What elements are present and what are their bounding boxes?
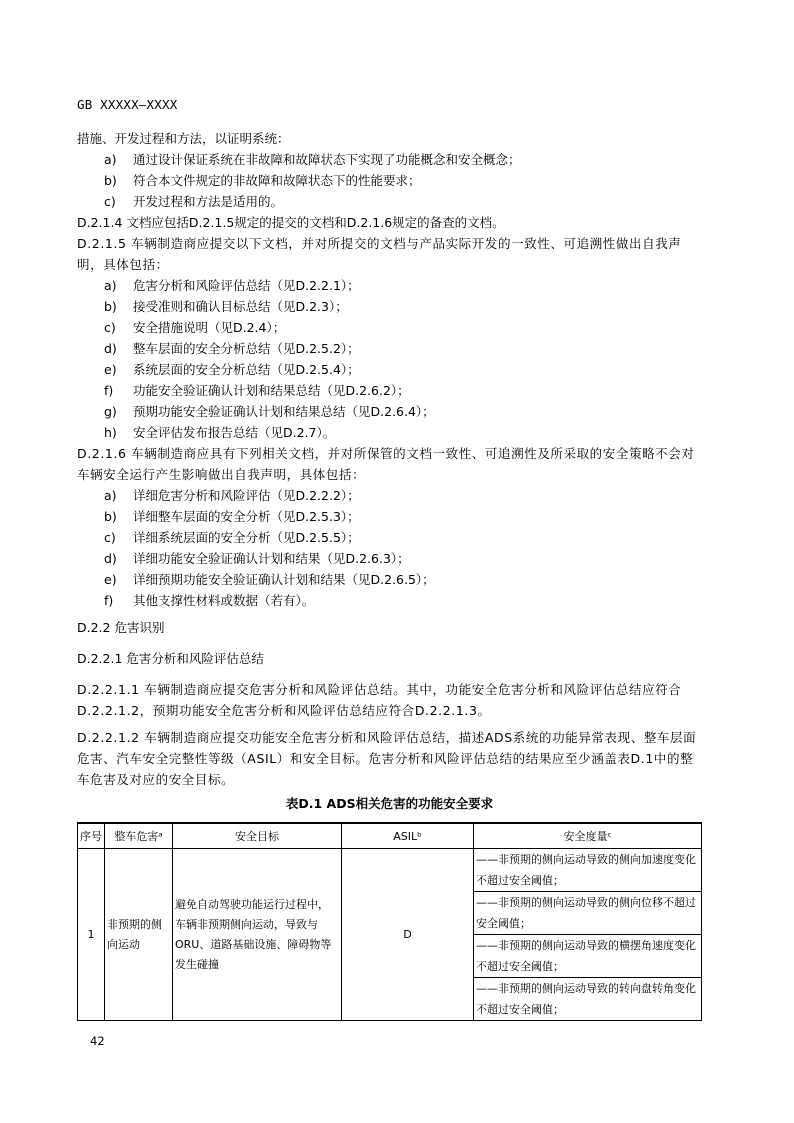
list-item: f) 其他支撑性材料或数据（若有）。 xyxy=(104,593,315,608)
col-header-measure: 安全度量ᶜ xyxy=(474,823,702,849)
clause-d214: D.2.1.4 文档应包括D.2.1.5规定的提交的文档和D.2.1.6规定的备查的文档。 xyxy=(77,215,505,230)
clause-d2212: D.2.2.1.2 车辆制造商应提交功能安全危害分析和风险评估总结，描述ADS系统的功能异常表现、整车层面危害、汽车安全完整性等级（ASIL）和安全目标。危害分析和风险评估总结的结果应至少涵盖表D.1中的整车危害及对应的安全目标。 xyxy=(77,730,697,787)
list-item: b) 详细整车层面的安全分析（见D.2.5.3）； xyxy=(104,509,360,524)
col-header-hazard: 整车危害ᵃ xyxy=(105,823,173,849)
list-item: e) 详细预期功能安全验证确认计划和结果（见D.2.6.5）； xyxy=(104,572,435,587)
intro-list xyxy=(77,149,702,212)
list-item: b) 符合本文件规定的非故障和故障状态下的性能要求； xyxy=(104,173,421,188)
document-body xyxy=(77,128,702,1021)
list-item: d) 详细功能安全验证确认计划和结果（见D.2.6.3）； xyxy=(104,551,410,566)
list-item: f) 功能安全验证确认计划和结果总结（见D.2.6.2）； xyxy=(104,383,410,398)
col-header-goal: 安全目标 xyxy=(173,823,342,849)
measure-item: ——非预期的侧向运动导致的侧向位移不超过安全阈值； xyxy=(474,892,701,935)
row-measures xyxy=(474,849,702,1021)
list-item: c) 安全措施说明（见D.2.4）； xyxy=(104,320,286,335)
table-title: 表D.1 ADS相关危害的功能安全要求 xyxy=(285,796,494,811)
row-asil: D xyxy=(342,849,474,1021)
intro-lead: 措施、开发过程和方法，以证明系统： xyxy=(77,131,290,146)
list-item: g) 预期功能安全验证确认计划和结果总结（见D.2.6.4）； xyxy=(104,404,435,419)
row-num: 1 xyxy=(78,849,105,1021)
clause-d2211: D.2.2.1.1 车辆制造商应提交危害分析和风险评估总结。其中，功能安全危害分析和风险评估总结应符合D.2.2.1.2，预期功能安全危害分析和风险评估总结应符合D.2.2.1.3。 xyxy=(77,682,682,718)
table-row xyxy=(78,849,702,1021)
col-header-asil: ASILᵇ xyxy=(342,823,474,849)
list-item: e) 系统层面的安全分析总结（见D.2.5.4）； xyxy=(104,362,360,377)
section-heading-d22: D.2.2 危害识别 xyxy=(77,620,165,635)
col-header-num: 序号 xyxy=(78,823,105,849)
clause-d216: D.2.1.6 车辆制造商应具有下列相关文档，并对所保管的文档一致性、可追溯性及所采取的安全策略不会对车辆安全运行产生影响做出自我声明，具体包括： xyxy=(77,446,695,482)
measure-item: ——非预期的侧向运动导致的侧向加速度变化不超过安全阈值； xyxy=(474,849,701,892)
clause-d215: D.2.1.5 车辆制造商应提交以下文档，并对所提交的文档与产品实际开发的一致性、可追溯性做出自我声明，具体包括： xyxy=(77,236,682,272)
row-goal: 避免自动驾驶功能运行过程中，车辆非预期侧向运动，导致与ORU、道路基础设施、障碍物等发生碰撞 xyxy=(173,849,342,1021)
list-item: a) 详细危害分析和风险评估（见D.2.2.2）； xyxy=(104,488,360,503)
measure-item: ——非预期的侧向运动导致的转向盘转角变化不超过安全阈值； xyxy=(476,982,696,1016)
d216-list xyxy=(77,485,702,611)
section-heading-d221: D.2.2.1 危害分析和风险评估总结 xyxy=(77,651,264,666)
list-item: b) 接受准则和确认目标总结（见D.2.3）； xyxy=(104,299,348,314)
row-hazard: 非预期的侧向运动 xyxy=(105,849,173,1021)
list-item: c) 详细系统层面的安全分析（见D.2.5.5）； xyxy=(104,530,360,545)
hazard-table xyxy=(77,822,702,1021)
document-id-header: GB XXXXX—XXXX xyxy=(77,97,178,112)
table-header-row xyxy=(78,823,702,849)
list-item: d) 整车层面的安全分析总结（见D.2.5.2）； xyxy=(104,341,360,356)
list-item: c) 开发过程和方法是适用的。 xyxy=(104,194,284,209)
list-item: a) 危害分析和风险评估总结（见D.2.2.1）； xyxy=(104,278,360,293)
d215-list xyxy=(77,275,702,443)
page-number: 42 xyxy=(90,1034,105,1048)
list-item: h) 安全评估发布报告总结（见D.2.7）。 xyxy=(104,425,336,440)
list-item: a) 通过设计保证系统在非故障和故障状态下实现了功能概念和安全概念； xyxy=(104,152,521,167)
measure-item: ——非预期的侧向运动导致的横摆角速度变化不超过安全阈值； xyxy=(474,935,701,978)
